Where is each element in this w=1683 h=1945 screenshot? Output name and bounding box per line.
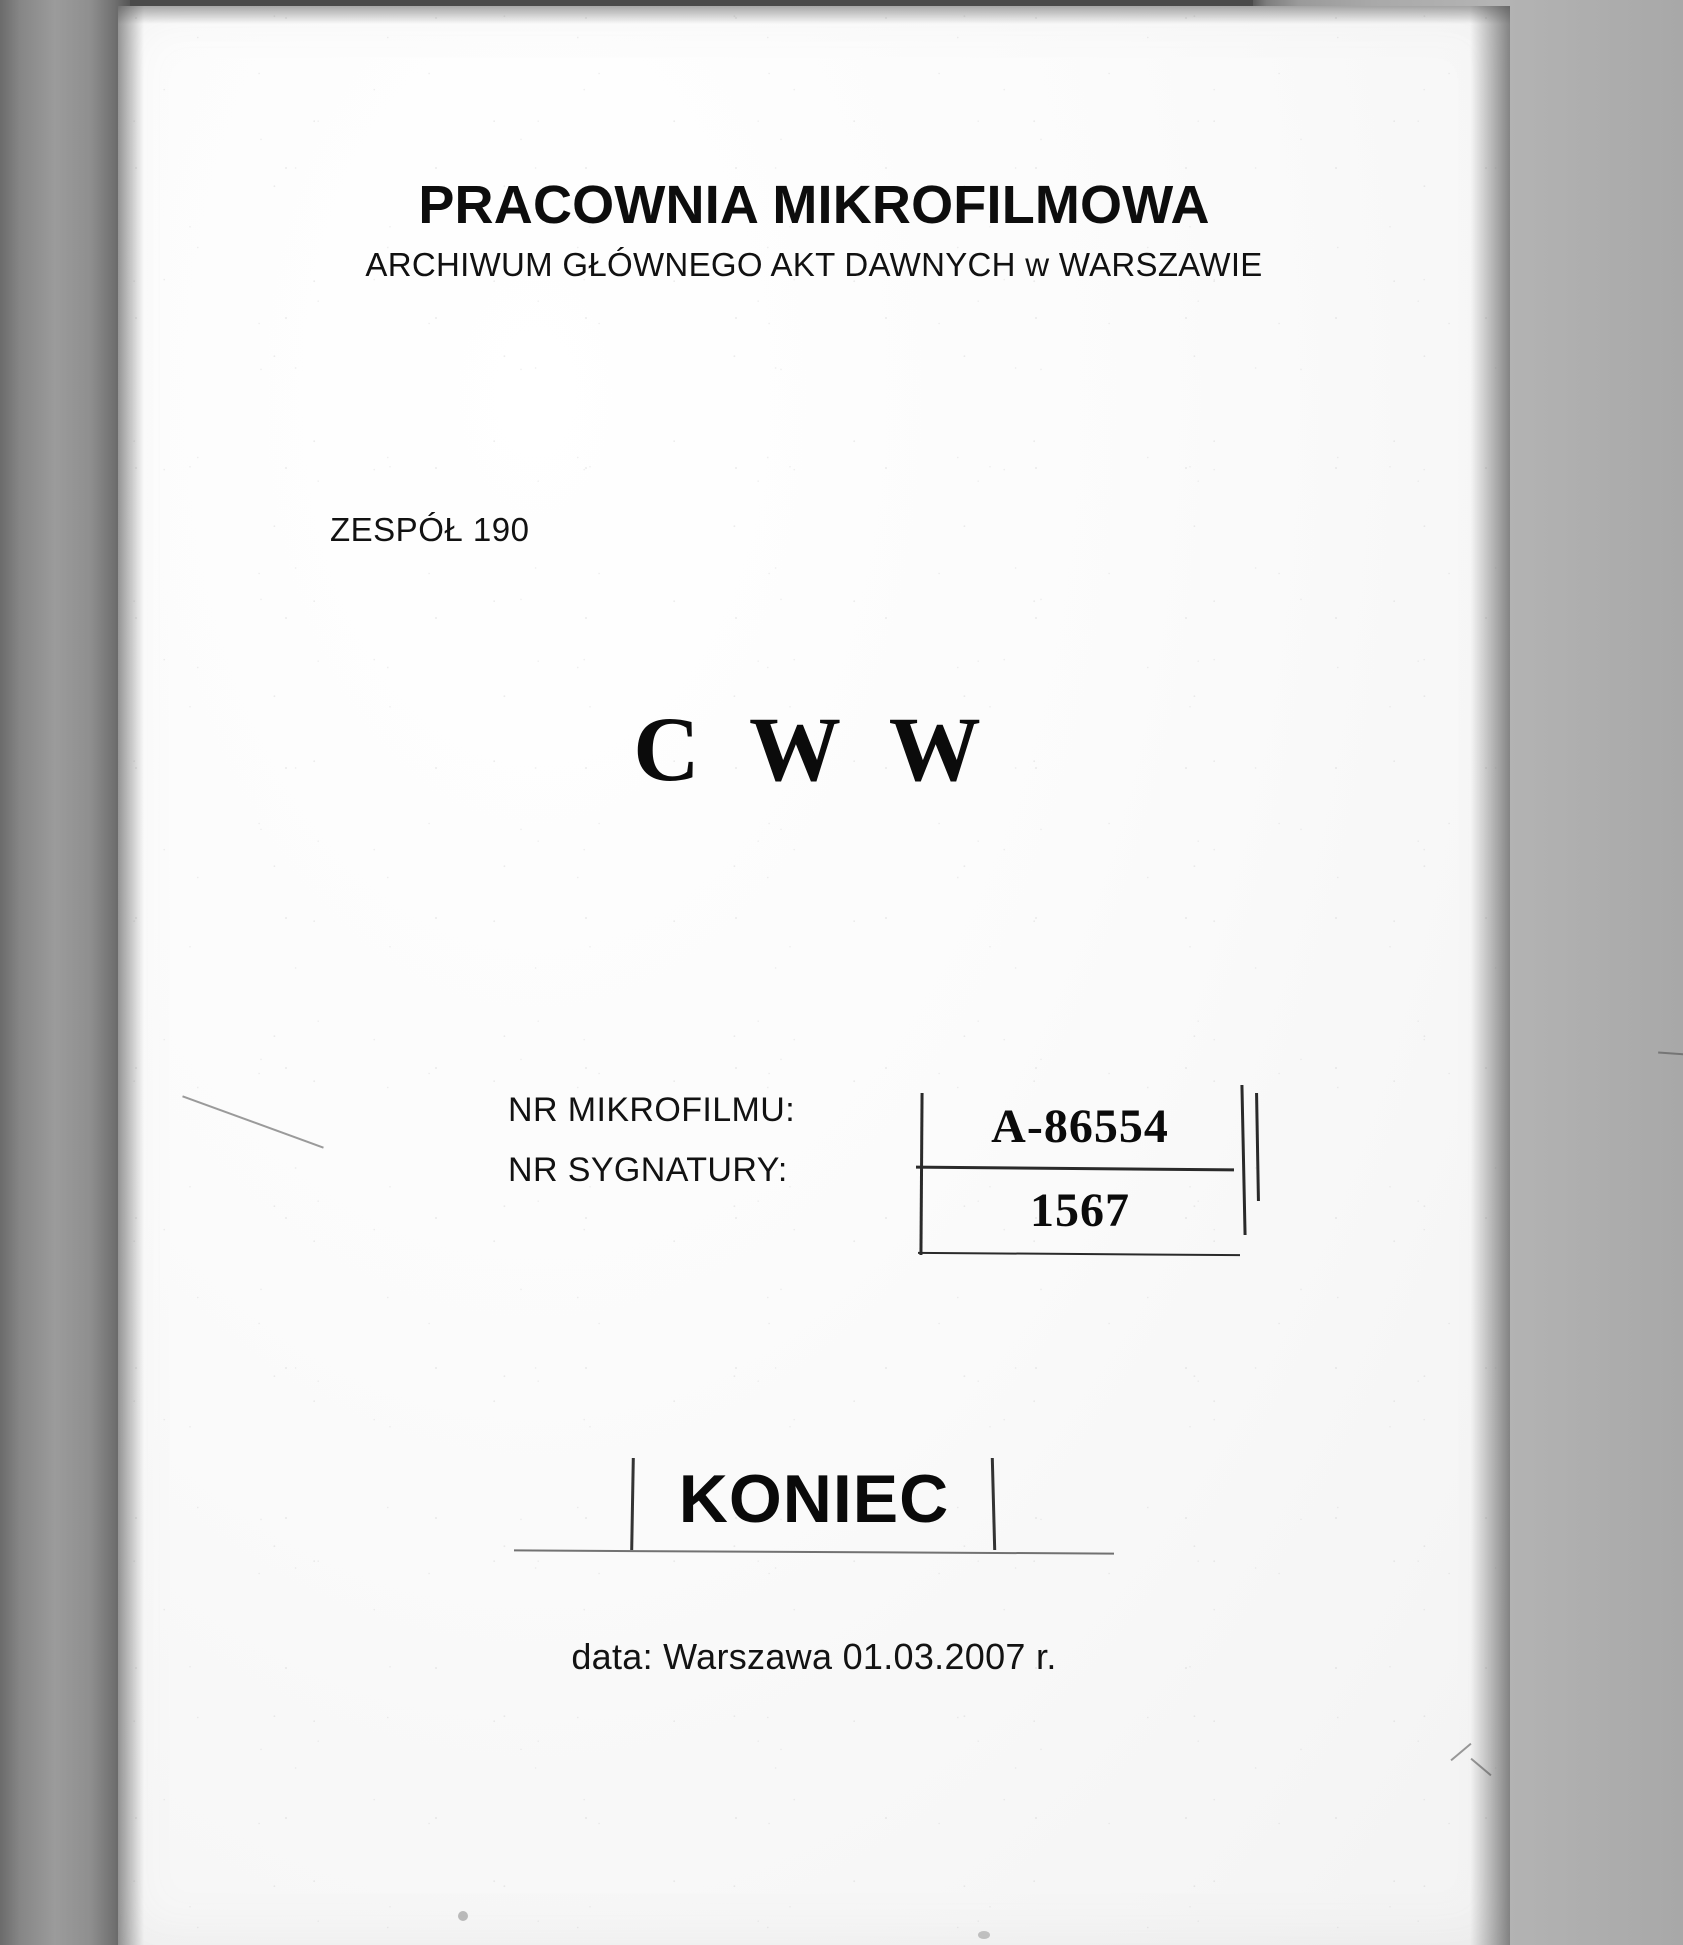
end-marker: KONIEC xyxy=(625,1454,1003,1548)
document-content xyxy=(118,6,1510,1945)
identifier-value-box xyxy=(912,1083,1272,1255)
identifier-block xyxy=(508,1091,1288,1237)
end-marker-underline xyxy=(514,1549,1114,1554)
film-number-label: NR MIKROFILMU: xyxy=(508,1091,796,1129)
institution-header xyxy=(118,174,1510,284)
institution-subtitle: ARCHIWUM GŁÓWNEGO AKT DAWNYCH w WARSZAWIE xyxy=(365,246,1263,283)
scan-artifact xyxy=(182,1095,324,1148)
scan-left-edge xyxy=(0,0,130,1945)
scan-artifact xyxy=(978,1931,990,1939)
signature-number-value: 1567 xyxy=(1030,1184,1130,1237)
value-box-bottom-rule xyxy=(918,1252,1240,1256)
scan-artifact xyxy=(1470,1758,1491,1776)
value-box-right-rule-secondary xyxy=(1255,1093,1260,1201)
page-title: PRACOWNIA MIKROFILMOWA xyxy=(418,175,1210,235)
film-number-value: A-86554 xyxy=(991,1100,1169,1153)
fonds-number: ZESPÓŁ 190 xyxy=(330,511,530,548)
paper-sheet xyxy=(118,6,1510,1945)
end-marker-block xyxy=(118,1454,1510,1548)
date-line: data: Warszawa 01.03.2007 r. xyxy=(571,1636,1057,1677)
signature-number-label: NR SYGNATURY: xyxy=(508,1151,788,1189)
scan-artifact xyxy=(458,1911,468,1921)
fonds-code: C W W xyxy=(633,698,995,800)
scan-artifact xyxy=(1450,1743,1471,1761)
value-box-middle-rule xyxy=(916,1166,1234,1172)
